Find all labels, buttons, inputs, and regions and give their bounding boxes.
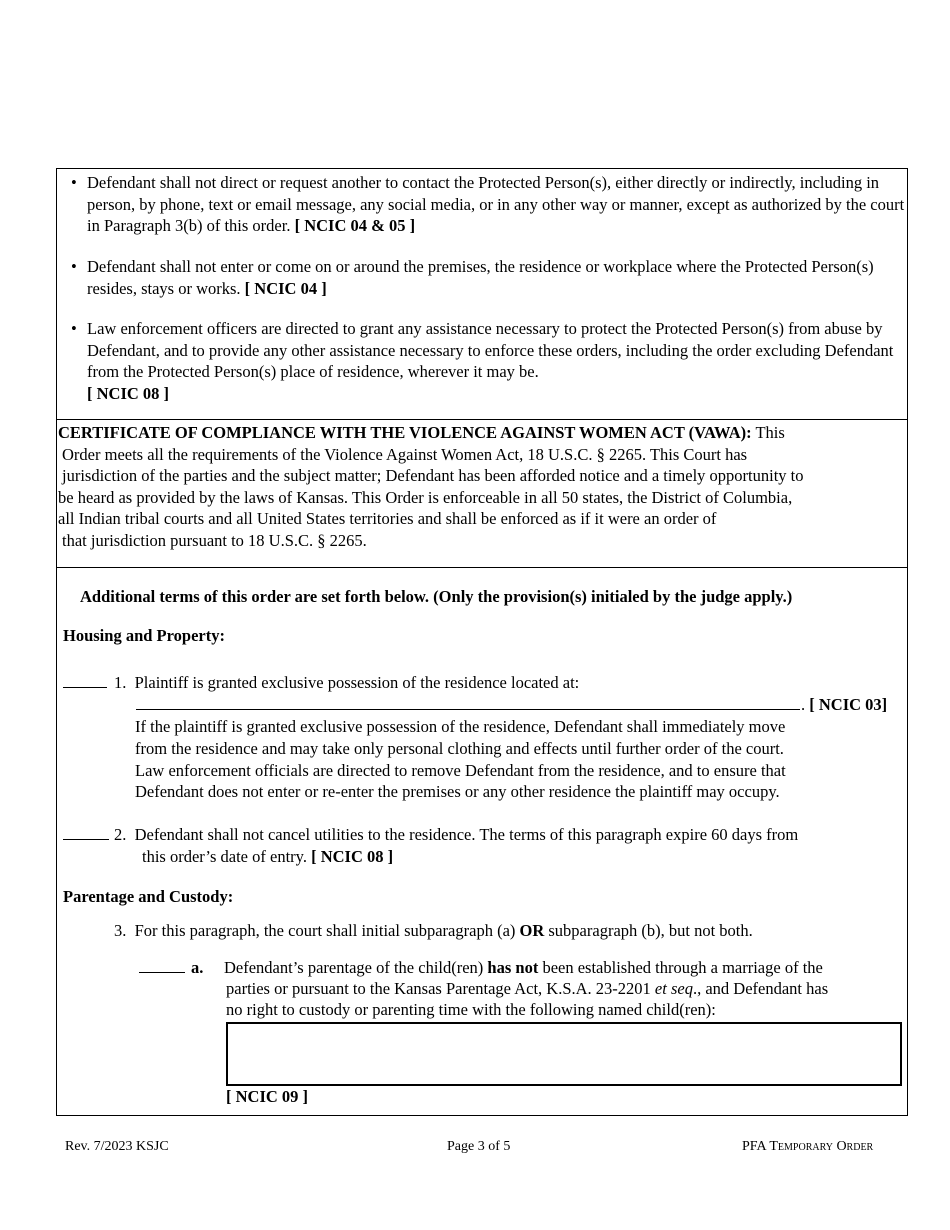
item-1-text: Plaintiff is granted exclusive possession of the residence located at: xyxy=(134,673,580,692)
ncic-code: [ NCIC 04 ] xyxy=(244,278,327,298)
vawa-line: all Indian tribal courts and all United States territories and shall be enforced as if it were an order of xyxy=(58,509,717,528)
bullet-icon: • xyxy=(71,319,77,338)
children-names-box[interactable] xyxy=(226,1022,902,1086)
vawa-line: jurisdiction of the parties and the subject matter; Defendant has been afforded notice and a timely opportunity to xyxy=(62,466,804,485)
vawa-line: be heard as provided by the laws of Kansas. This Order is enforceable in all 50 states, the District of Columbia, xyxy=(58,487,793,507)
item-1-para-line: from the residence and may take only personal clothing and effects until further order of the court. xyxy=(135,739,784,758)
has-not-emphasis: has not xyxy=(487,958,539,977)
subparagraph-letter: a. xyxy=(191,958,204,977)
initial-blank-item-3a[interactable] xyxy=(139,957,185,973)
bullet-item-no-contact xyxy=(71,172,907,237)
parentage-heading: Parentage and Custody: xyxy=(63,887,234,906)
order-frame xyxy=(56,168,908,1116)
bullet-text: Defendant shall not direct or request another to contact the Protected Person(s), either directly or indirectly, including in person, by phone, text or email message, any social media, or in any other way or manner, except as authorized by the court in Paragraph 3(b) of this order. xyxy=(87,173,905,235)
additional-terms-intro: Additional terms of this order are set forth below. (Only the provision(s) initialed by the judge apply.) xyxy=(80,587,793,606)
initial-blank-item-2[interactable] xyxy=(63,824,109,840)
or-emphasis: OR xyxy=(519,921,545,940)
vawa-line: Order meets all the requirements of the Violence Against Women Act, 18 U.S.C. § 2265. This Court has xyxy=(62,444,748,464)
item-2-text-line2: this order’s date of entry. xyxy=(142,847,307,866)
bullet-text: Defendant shall not enter or come on or around the premises, the residence or workplace where the Protected Person(s) resides, stays or works. xyxy=(87,257,874,298)
ncic-code: [ NCIC 09 ] xyxy=(226,1087,309,1106)
item-1-para-line: If the plaintiff is granted exclusive possession of the residence, Defendant shall immediately move xyxy=(135,717,786,736)
ncic-code: [ NCIC 08 ] xyxy=(87,383,170,403)
housing-heading: Housing and Property: xyxy=(63,626,225,645)
bullet-item-law-enforcement xyxy=(71,318,907,404)
footer-page-number: Page 3 of 5 xyxy=(447,1139,511,1154)
ncic-code: [ NCIC 03] xyxy=(809,695,888,714)
item-number: 2. xyxy=(114,825,127,844)
restrictions-section xyxy=(57,169,907,420)
item-3a-line3: no right to custody or parenting time with the following named child(ren): xyxy=(226,1000,716,1019)
item-1-para-line: Defendant does not enter or re-enter the premises or any other residence the plaintiff may occupy. xyxy=(135,782,780,801)
vawa-certificate-section: CERTIFICATE OF COMPLIANCE WITH THE VIOLENCE AGAINST WOMEN ACT (VAWA): This Order meets all the requirements of the Violence Against Women Act, 18 U.S.C. § 2265. This Court has jurisdiction of the parties and the subject matter; Defendant has been afforded notice and a timely opportunity to be heard as provided by the laws of Kansas. This Order is enforceable in all 50 states, the District of Columbia, all Indian tribal courts and all United States territories and shall be enforced as if it were an order of that jurisdiction pursuant to 18 U.S.C. § 2265. xyxy=(57,420,907,568)
ncic-code: [ NCIC 04 & 05 ] xyxy=(294,216,416,235)
vawa-line: that jurisdiction pursuant to 18 U.S.C. § 2265. xyxy=(62,530,367,550)
ncic-code: [ NCIC 08 ] xyxy=(311,847,394,866)
footer-form-title: PFA Temporary Order xyxy=(742,1139,874,1154)
footer-revision: Rev. 7/2023 KSJC xyxy=(65,1139,169,1154)
additional-terms-section: Additional terms of this order are set forth below. (Only the provision(s) initialed by the judge apply.) Housing and Property: 1. Plaintiff is granted exclusive possession of the residence located at: . [ NCIC 03] If the plaintiff is granted exclusive possession of the residence, Defendant shall immediately move from the residence and may take only personal clothing and effects until further order of the court. Law enforcement officials are directed to remove Defendant from the residence, and to ensure that Defendant does not enter or re-enter the premises or any other residence the plaintiff may occupy. 2. Defendant shall not cancel utilities to the residence. The terms of this paragraph expire 60 days from this order’s date of entry. [ NCIC 08 ] Parentage and Custody: 3. For this paragraph, the court shall initial subparagraph (a) OR subparagraph (b), but not both. a. Defendant’s parentage of the child(ren) has not been established through a marriage of the parties or pursuant to the Kansas Parentage Act, K.S.A. 23-2201 et seq., and Defendant has no right to custody or parenting time with the following named child(ren): [ NCIC 09 ] xyxy=(57,568,907,1116)
vawa-heading: CERTIFICATE OF COMPLIANCE WITH THE VIOLENCE AGAINST WOMEN ACT (VAWA): xyxy=(58,423,752,442)
bullet-icon: • xyxy=(71,173,77,192)
item-2-text: Defendant shall not cancel utilities to the residence. The terms of this paragraph expire 60 days from xyxy=(134,825,799,844)
item-number: 3. xyxy=(114,921,127,940)
bullet-text: Law enforcement officers are directed to grant any assistance necessary to protect the Protected Person(s) from abuse by Defendant, and to provide any other assistance necessary to enforce these orders, including the order excluding Defendant from the Protected Person(s) place of residence, wherever it may be. xyxy=(87,319,894,381)
item-1-para-line: Law enforcement officials are directed to remove Defendant from the residence, and to ensure that xyxy=(135,761,786,780)
bullet-icon: • xyxy=(71,257,77,276)
item-number: 1. xyxy=(114,673,127,692)
residence-address-blank[interactable] xyxy=(136,694,800,710)
bullet-item-no-premises xyxy=(71,256,907,299)
initial-blank-item-1[interactable] xyxy=(63,672,107,688)
